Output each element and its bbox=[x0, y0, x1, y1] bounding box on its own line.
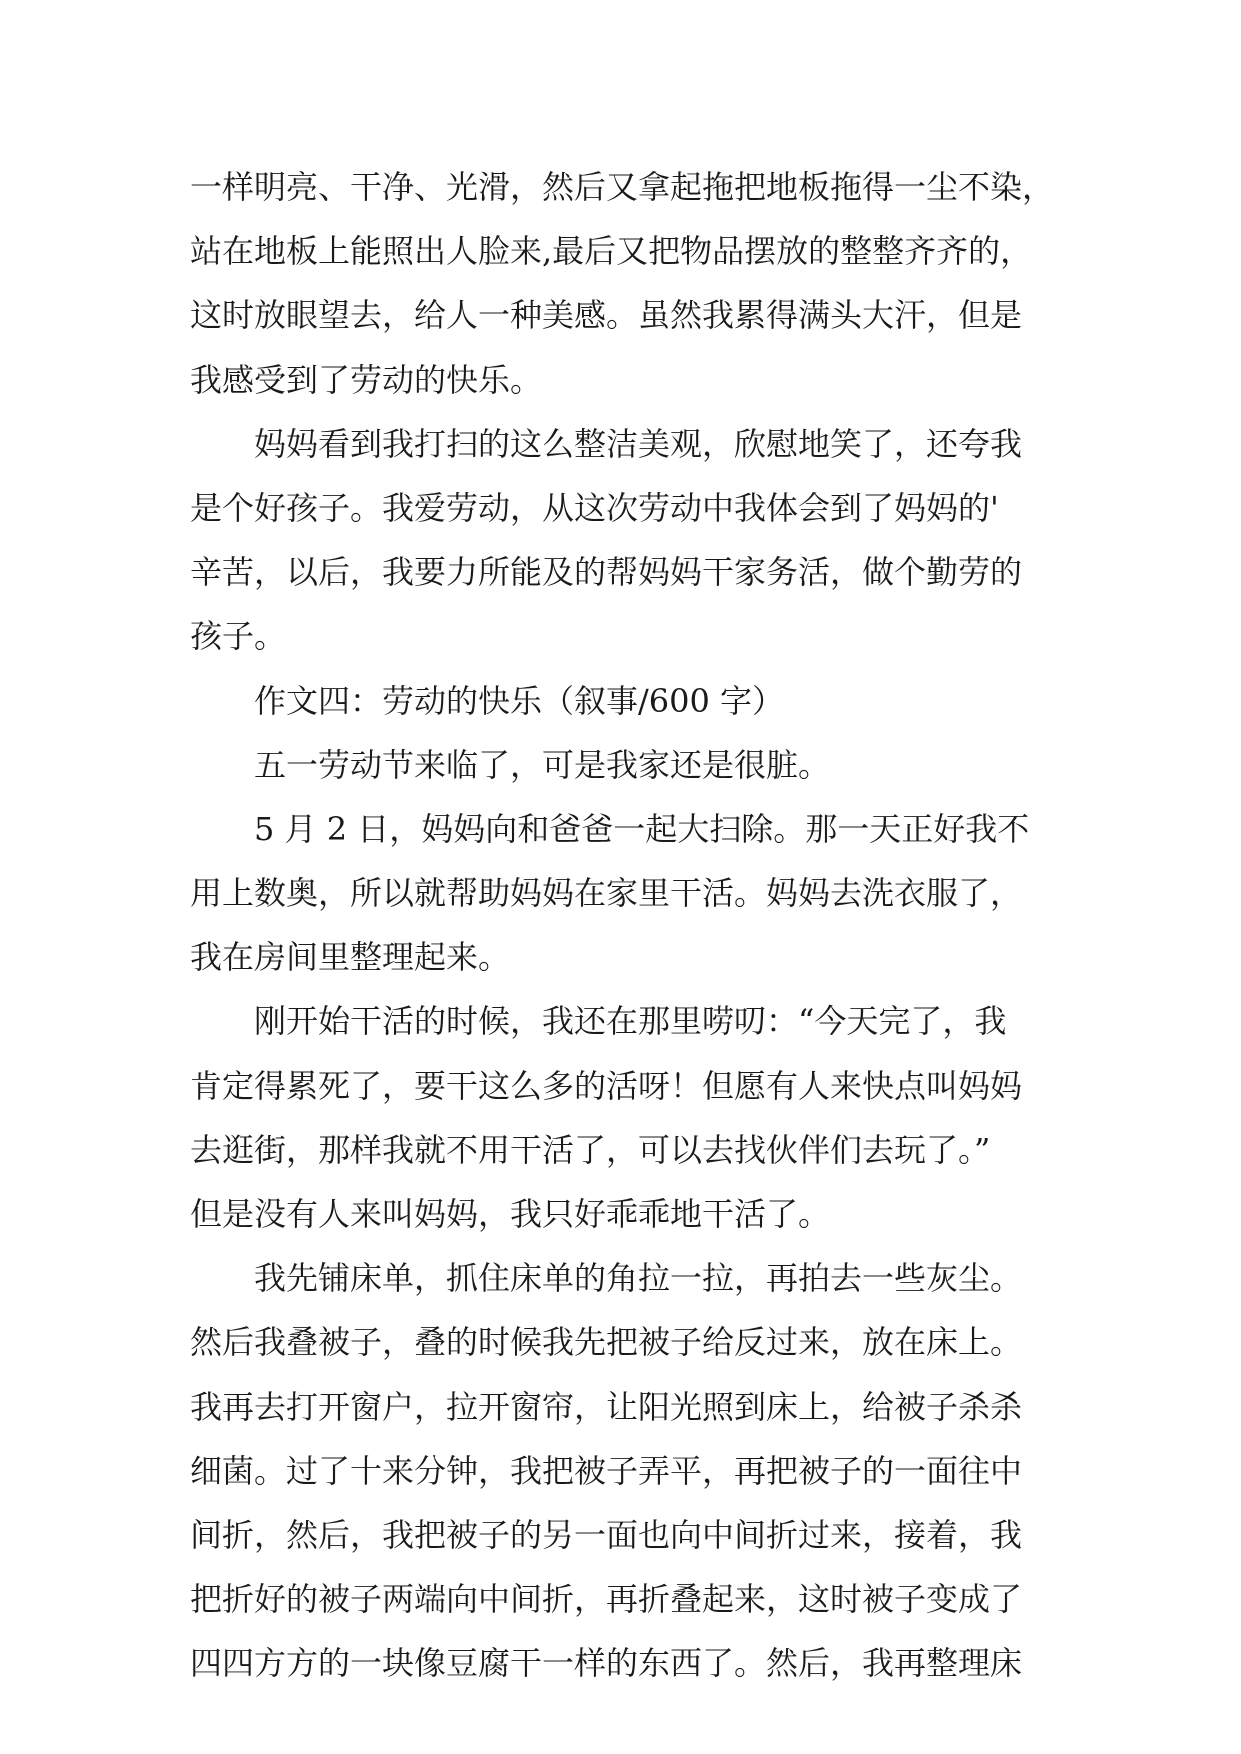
text-line: 四四方方的一块像豆腐干一样的东西了。然后，我再整理床 bbox=[190, 1644, 1023, 1683]
text-line: 我先铺床单，抓住床单的角拉一拉，再拍去一些灰尘。 bbox=[254, 1259, 1023, 1298]
text-line: 间折，然后，我把被子的另一面也向中间折过来，接着，我 bbox=[190, 1515, 1023, 1554]
text-line: 但是没有人来叫妈妈，我只好乖乖地干活了。 bbox=[190, 1195, 831, 1233]
text-line: 刚开始干活的时候，我还在那里唠叨：“今天完了，我 bbox=[254, 1002, 1007, 1041]
text-line: 是个好孩子。我爱劳动，从这次劳动中我体会到了妈妈的' bbox=[190, 488, 999, 527]
text-line: 5 月 2 日，妈妈向和爸爸一起大扫除。那一天正好我不 bbox=[254, 809, 1030, 848]
text-line: 作文四：劳动的快乐（叙事/600 字） bbox=[254, 681, 785, 720]
text-line: 我再去打开窗户，拉开窗帘，让阳光照到床上，给被子杀杀 bbox=[190, 1387, 1023, 1426]
text-line: 一样明亮、干净、光滑，然后又拿起拖把地板拖得一尘不染， bbox=[190, 168, 1055, 206]
text-line: 站在地板上能照出人脸来,最后又把物品摆放的整整齐齐的， bbox=[190, 232, 1033, 271]
text-line: 辛苦，以后，我要力所能及的帮妈妈干家务活，做个勤劳的 bbox=[190, 553, 1023, 592]
text-line: 肯定得累死了，要干这么多的活呀！但愿有人来快点叫妈妈 bbox=[190, 1066, 1023, 1105]
text-line: 把折好的被子两端向中间折，再折叠起来，这时被子变成了 bbox=[190, 1580, 1023, 1619]
text-line: 我在房间里整理起来。 bbox=[190, 938, 511, 977]
text-line: 我感受到了劳动的快乐。 bbox=[190, 360, 543, 399]
text-line: 孩子。 bbox=[190, 617, 287, 656]
text-line: 然后我叠被子，叠的时候我先把被子给反过来，放在床上。 bbox=[190, 1323, 1023, 1362]
text-line: 这时放眼望去，给人一种美感。虽然我累得满头大汗，但是 bbox=[190, 296, 1023, 335]
essay-body bbox=[190, 165, 1090, 1706]
text-line: 用上数奥，所以就帮助妈妈在家里干活。妈妈去洗衣服了， bbox=[190, 874, 1023, 913]
text-line: 去逛街，那样我就不用干活了，可以去找伙伴们去玩了。” bbox=[190, 1130, 991, 1169]
text-line: 妈妈看到我打扫的这么整洁美观，欣慰地笑了，还夸我 bbox=[254, 424, 1023, 463]
text-line: 五一劳动节来临了，可是我家还是很脏。 bbox=[254, 745, 831, 784]
text-line: 细菌。过了十来分钟，我把被子弄平，再把被子的一面往中 bbox=[190, 1451, 1023, 1490]
